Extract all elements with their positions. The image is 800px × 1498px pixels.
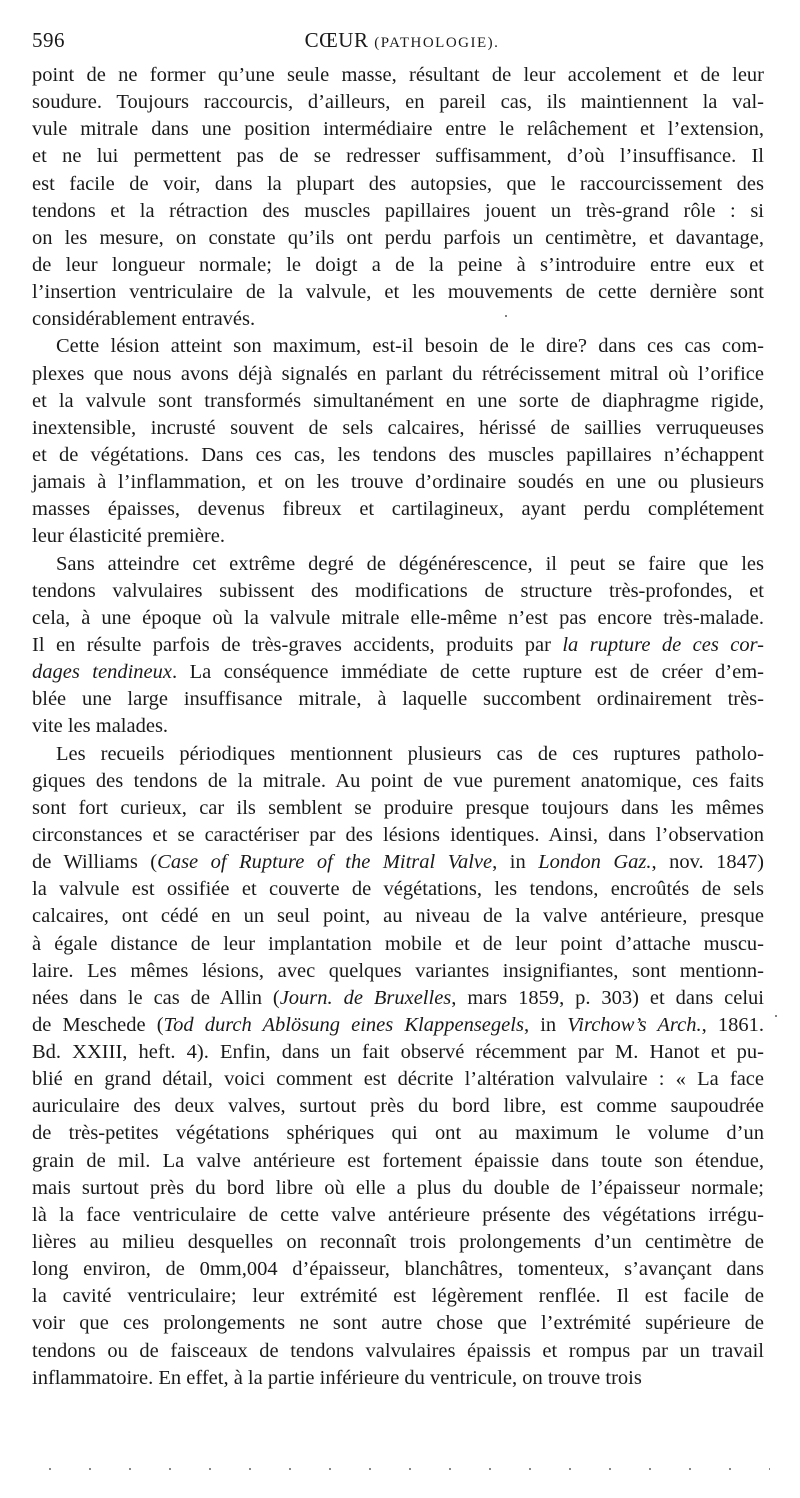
italic-text: Virchow’s Arch. <box>567 1013 702 1036</box>
text-line: vule mitrale dans une position intermédiaire entre le relâchement et l’extension, <box>32 118 764 141</box>
text-line: Bd. XXIII, heft. 4). Enfin, dans un fait observé récemment par M. Hanot et pu- <box>32 1041 764 1064</box>
text-line: cela, à une époque où la valvule mitrale elle-même n’est pas encore très-malade. <box>32 606 764 629</box>
text-line: et de végétations. Dans ces cas, les tendons des muscles papillaires n’échappent <box>32 443 764 466</box>
italic-text: London Gaz. <box>538 851 652 874</box>
text-line: Il en résulte parfois de très-graves accidents, produits par la rupture de ces cor- <box>32 633 764 656</box>
text-line: plexes que nous avons déjà signalés en parlant du rétrécissement mitral où l’orifice <box>32 362 764 385</box>
page-number: 596 <box>32 28 65 52</box>
text-line: mais surtout près du bord libre où elle a plus du double de l’épaisseur normale; <box>32 1176 764 1199</box>
italic-text: Journ. de Bruxelles <box>279 986 452 1009</box>
text-line: Cette lésion atteint son maximum, est-il besoin de le dire? dans ces cas com- <box>56 335 764 358</box>
italic-text: Tod durch Ablösung eines Klappensegels <box>163 1013 524 1036</box>
text-line: la valvule est ossifiée et couverte de végétations, les tendons, encroûtés de sels <box>32 878 764 901</box>
text-line: lières au milieu desquelles on reconnaît trois prolongements d’un centimètre de <box>32 1231 764 1254</box>
text-line: de Meschede (Tod durch Ablösung eines Klappensegels, in Virchow’s Arch., 1861. <box>32 1013 764 1036</box>
text-line: la cavité ventriculaire; leur extrémité est légèrement renflée. Il est facile de <box>32 1285 764 1308</box>
text-line: giques des tendons de la mitrale. Au point de vue purement anatomique, ces faits <box>32 769 764 792</box>
text-line: point de ne former qu’une seule masse, résultant de leur accolement et de leur <box>32 64 764 86</box>
text-line: là la face ventriculaire de cette valve antérieure présente des végétations irrégu- <box>32 1203 764 1226</box>
text-line: et ne lui permettent pas de se redresser suffisamment, d’où l’insuffisance. Il <box>32 145 764 168</box>
speck <box>505 315 507 317</box>
running-title-main: CŒUR <box>304 28 369 52</box>
text-line: sont fort curieux, car ils semblent se produire presque toujours dans les mêmes <box>32 796 764 819</box>
text-line: de leur longueur normale; le doigt a de la peine à s’introduire entre eux et <box>32 253 764 276</box>
text-line: et la valvule sont transformés simultanément en une sorte de diaphragme rigide, <box>32 389 764 412</box>
text-line: grain de mil. La valve antérieure est fortement épaissie dans toute son étendue, <box>32 1149 764 1172</box>
paragraph <box>32 551 764 741</box>
text-line: calcaires, ont cédé en un seul point, au niveau de la valve antérieure, presque <box>32 905 764 928</box>
speck <box>775 1015 777 1017</box>
text-line: circonstances et se caractériser par des lésions identiques. Ainsi, dans l’observation <box>32 823 764 846</box>
italic-text: Case of Rupture of the Mitral Valve <box>157 851 493 874</box>
text-line: leur élasticité première. <box>32 525 225 548</box>
running-header <box>32 24 772 58</box>
paragraph <box>32 333 764 550</box>
text-line: inflammatoire. En effet, à la partie inférieure du ventricule, on trouve trois <box>32 1366 642 1389</box>
text-line: dages tendineux. La conséquence immédiate de cette rupture est de créer d’em- <box>32 661 765 684</box>
text-line: est facile de voir, dans la plupart des autopsies, que le raccourcissement des <box>32 172 764 195</box>
bottom-dotted-rule <box>30 1468 770 1470</box>
paragraph <box>32 62 764 333</box>
text-line: jamais à l’inflammation, et on les trouve d’ordinaire soudés en une ou plusieurs <box>32 471 764 494</box>
text-line: auriculaire des deux valves, surtout près du bord libre, est comme saupoudrée <box>32 1095 764 1118</box>
text-line: tendons ou de faisceaux de tendons valvulaires épaissis et rompus par un travail <box>32 1339 764 1362</box>
text-line: de Williams (Case of Rupture of the Mitral Valve, in London Gaz., nov. 1847) <box>32 851 765 874</box>
text-line: voir que ces prolongements ne sont autre chose que l’extrémité supérieure de <box>32 1312 764 1335</box>
text-line: nées dans le cas de Allin (Journ. de Bruxelles, mars 1859, p. 303) et dans celui <box>32 986 764 1009</box>
italic-text: la rupture de ces cor- <box>562 633 764 656</box>
text-line: long environ, de 0mm,004 d’épaisseur, blanchâtres, tomenteux, s’avançant dans <box>32 1258 764 1281</box>
text-line: inextensible, incrusté souvent de sels calcaires, hérissé de saillies verruqueuses <box>32 416 764 439</box>
text-line: de très-petites végétations sphériques qui ont au maximum le volume d’un <box>32 1122 764 1145</box>
text-line: l’insertion ventriculaire de la valvule, et les mouvements de cette dernière sont <box>32 281 764 304</box>
text-line: vite les malades. <box>32 715 169 738</box>
text-line: à égale distance de leur implantation mobile et de leur point d’attache muscu- <box>32 932 764 955</box>
text-line: laire. Les mêmes lésions, avec quelques variantes insignifiantes, sont mentionn- <box>32 959 764 982</box>
text-line: considérablement entravés. <box>32 308 256 331</box>
text-line: masses épaisses, devenus fibreux et cartilagineux, ayant perdu complétement <box>32 498 764 521</box>
text-line: soudure. Toujours raccourcis, d’ailleurs, en pareil cas, ils maintiennent la val- <box>32 91 764 114</box>
running-title <box>32 28 772 53</box>
italic-text: dages tendineux <box>32 661 172 684</box>
running-title-subtitle: (PATHOLOGIE). <box>374 35 500 51</box>
text-line: tendons valvulaires subissent des modifications de structure très-profondes, et <box>32 579 764 602</box>
text-line: blié en grand détail, voici comment est décrite l’altération valvulaire : « La face <box>32 1068 764 1091</box>
text-line: Sans atteindre cet extrême degré de dégénérescence, il peut se faire que les <box>56 552 764 575</box>
paragraph <box>32 741 764 1392</box>
text-line: blée une large insuffisance mitrale, à laquelle succombent ordinairement très- <box>32 688 764 711</box>
text-line: on les mesure, on constate qu’ils ont perdu parfois un centimètre, et davantage, <box>32 226 764 249</box>
text-line: tendons et la rétraction des muscles papillaires jouent un très-grand rôle : si <box>32 199 764 222</box>
body-text <box>32 62 764 1392</box>
text-line: Les recueils périodiques mentionnent plusieurs cas de ces ruptures patholo- <box>56 742 764 765</box>
